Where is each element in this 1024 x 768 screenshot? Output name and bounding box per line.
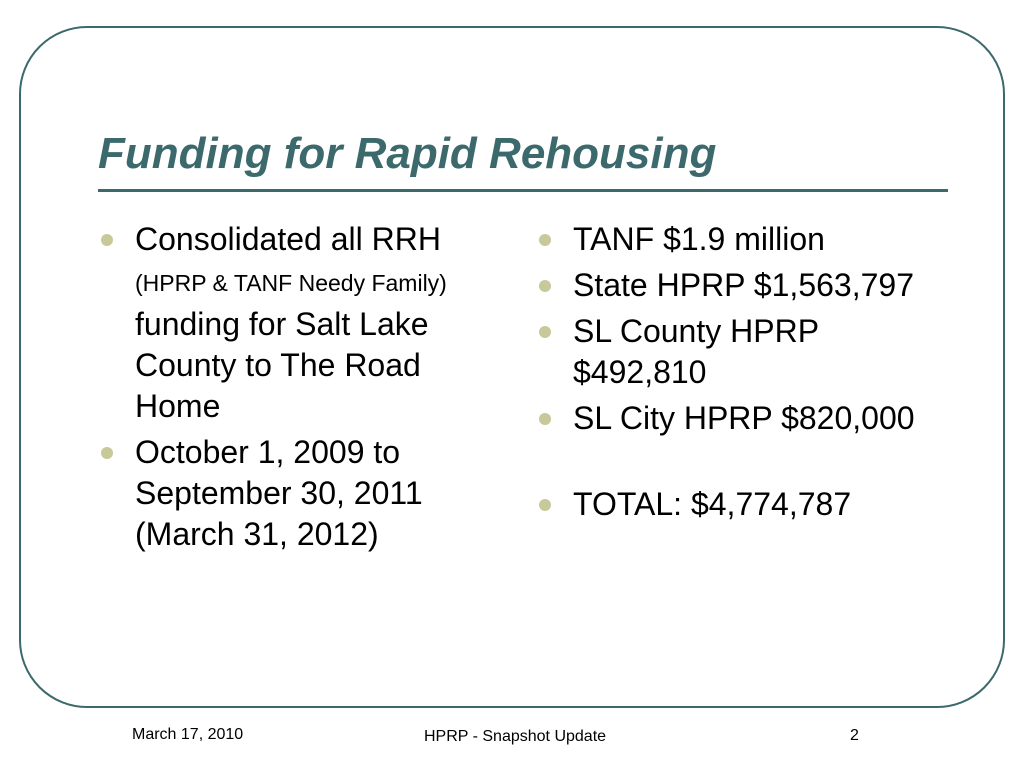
bullet-text: SL County HPRP $492,810 <box>573 313 819 390</box>
right-bullet-tanf <box>534 219 954 260</box>
left-bullet-consolidated <box>96 219 506 427</box>
right-bullet-list <box>534 219 954 530</box>
right-bullet-sl-county-hprp <box>534 311 954 393</box>
right-bullet-total <box>534 484 954 525</box>
footer-title: HPRP - Snapshot Update <box>424 728 607 745</box>
right-bullet-state-hprp <box>534 265 954 306</box>
bullet-dot-icon <box>101 447 113 459</box>
bullet-dot-icon <box>539 413 551 425</box>
bullet-dot-icon <box>101 234 113 246</box>
bullet-dot-icon <box>539 280 551 292</box>
right-bullet-sl-city-hprp <box>534 398 954 439</box>
bullet-dot-icon <box>539 326 551 338</box>
slide-title: Funding for Rapid Rehousing <box>98 129 717 178</box>
left-bullet-list <box>96 219 506 560</box>
title-underline <box>98 189 948 192</box>
left-bullet-dates <box>96 432 506 555</box>
bullet-text-main: Consolidated all RRH <box>135 221 441 257</box>
footer-page-number: 2 <box>850 727 859 744</box>
bullet-text: SL City HPRP $820,000 <box>573 400 915 436</box>
bullet-spacer <box>534 444 954 484</box>
footer-date: March 17, 2010 <box>132 726 244 743</box>
bullet-dot-icon <box>539 499 551 511</box>
bullet-dot-icon <box>539 234 551 246</box>
bullet-text-parenthetical: (HPRP & TANF Needy Family) <box>135 270 447 296</box>
bullet-text-rest: funding for Salt Lake County to The Road Home <box>135 306 429 424</box>
bullet-text: October 1, 2009 to September 30, 2011 (March 31, 2012) <box>135 434 423 552</box>
bullet-text: TOTAL: $4,774,787 <box>573 486 852 522</box>
bullet-text: State HPRP $1,563,797 <box>573 267 914 303</box>
bullet-text: TANF $1.9 million <box>573 221 825 257</box>
